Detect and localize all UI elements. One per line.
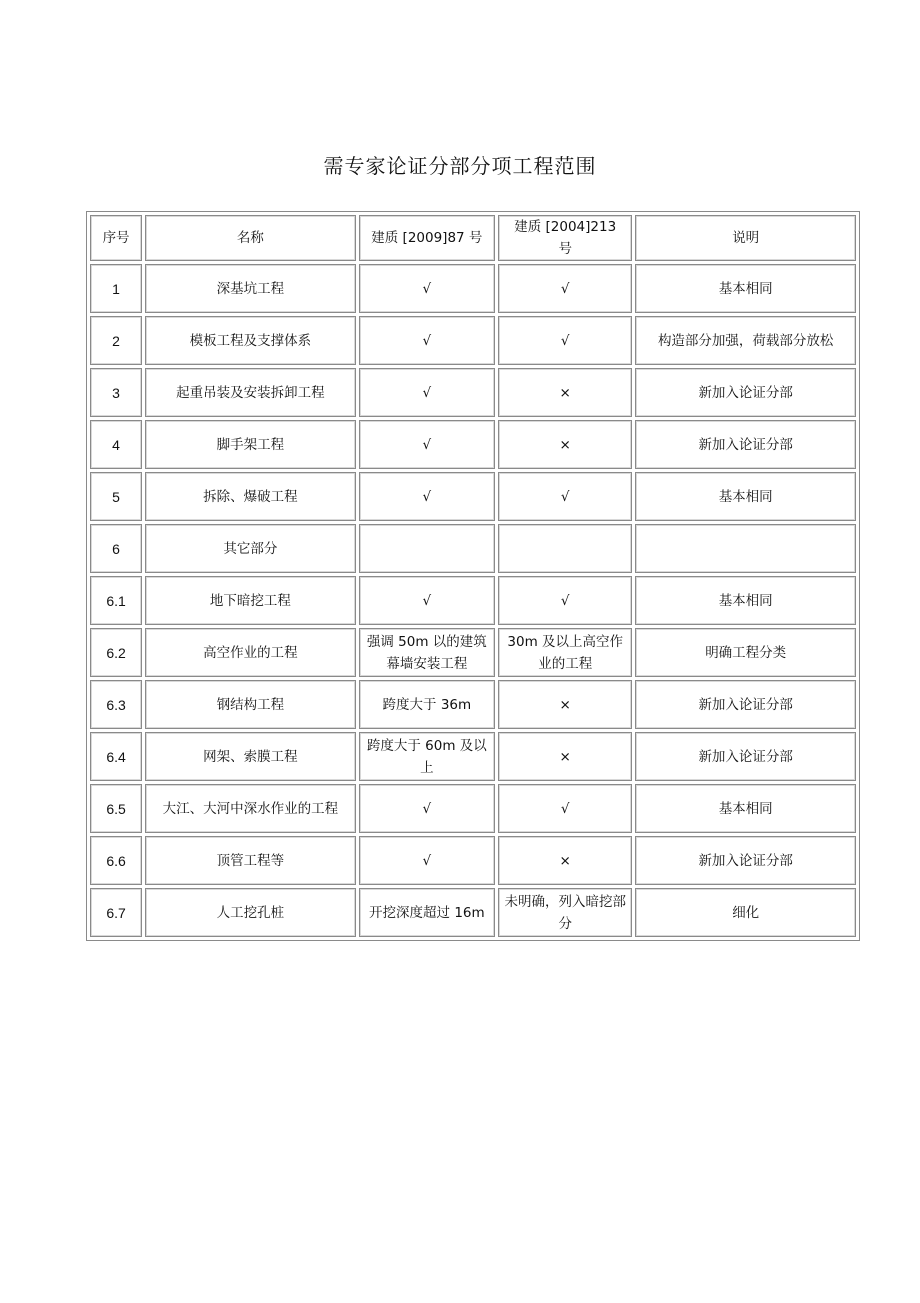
col2004-cell: √ (498, 576, 632, 625)
name-cell: 高空作业的工程 (145, 628, 356, 677)
table-row (90, 316, 856, 365)
seq-cell: 6.3 (90, 680, 142, 729)
col2009-cell: 跨度大于 60m 及以上 (359, 732, 495, 781)
seq-cell: 2 (90, 316, 142, 365)
col2004-cell: √ (498, 784, 632, 833)
col2009-cell: √ (359, 420, 495, 469)
seq-cell: 6.7 (90, 888, 142, 937)
col2004-cell: × (498, 836, 632, 885)
table-row (90, 472, 856, 521)
col2009-cell: √ (359, 784, 495, 833)
note-cell: 细化 (635, 888, 856, 937)
table-row (90, 784, 856, 833)
note-cell: 新加入论证分部 (635, 368, 856, 417)
name-cell: 大江、大河中深水作业的工程 (145, 784, 356, 833)
header-cell-name: 名称 (145, 215, 356, 261)
table-row (90, 888, 856, 937)
seq-cell: 6.4 (90, 732, 142, 781)
table-row (90, 628, 856, 677)
col2009-cell: 强调 50m 以的建筑幕墙安装工程 (359, 628, 495, 677)
name-cell: 模板工程及支撑体系 (145, 316, 356, 365)
header-cell-2009: 建质 [2009]87 号 (359, 215, 495, 261)
note-cell: 基本相同 (635, 472, 856, 521)
col2009-cell: 跨度大于 36m (359, 680, 495, 729)
note-cell: 新加入论证分部 (635, 680, 856, 729)
note-cell: 构造部分加强，荷载部分放松 (635, 316, 856, 365)
name-cell: 地下暗挖工程 (145, 576, 356, 625)
col2004-cell: × (498, 680, 632, 729)
table-row (90, 524, 856, 573)
col2004-cell: 未明确，列入暗挖部分 (498, 888, 632, 937)
col2004-cell: √ (498, 264, 632, 313)
seq-cell: 6.5 (90, 784, 142, 833)
col2004-cell: × (498, 420, 632, 469)
name-cell: 拆除、爆破工程 (145, 472, 356, 521)
name-cell: 深基坑工程 (145, 264, 356, 313)
col2004-cell: √ (498, 472, 632, 521)
table-row (90, 576, 856, 625)
page-title: 需专家论证分部分项工程范围 (323, 154, 597, 178)
name-cell: 钢结构工程 (145, 680, 356, 729)
col2009-cell: √ (359, 576, 495, 625)
table-row (90, 264, 856, 313)
col2004-cell (498, 524, 632, 573)
col2004-cell: × (498, 732, 632, 781)
note-cell: 基本相同 (635, 576, 856, 625)
header-row (90, 215, 856, 261)
name-cell: 人工挖孔桩 (145, 888, 356, 937)
seq-cell: 5 (90, 472, 142, 521)
name-cell: 其它部分 (145, 524, 356, 573)
col2009-cell: 开挖深度超过 16m (359, 888, 495, 937)
table-row (90, 680, 856, 729)
col2004-cell: × (498, 368, 632, 417)
header-cell-2004: 建质 [2004]213 号 (498, 215, 632, 261)
seq-cell: 6.2 (90, 628, 142, 677)
header-cell-seq: 序号 (90, 215, 142, 261)
table-row (90, 368, 856, 417)
seq-cell: 3 (90, 368, 142, 417)
note-cell: 基本相同 (635, 784, 856, 833)
seq-cell: 6.6 (90, 836, 142, 885)
note-cell: 新加入论证分部 (635, 836, 856, 885)
name-cell: 起重吊装及安装拆卸工程 (145, 368, 356, 417)
col2009-cell: √ (359, 316, 495, 365)
col2009-cell (359, 524, 495, 573)
col2004-cell: 30m 及以上高空作业的工程 (498, 628, 632, 677)
header-cell-note: 说明 (635, 215, 856, 261)
name-cell: 网架、索膜工程 (145, 732, 356, 781)
seq-cell: 6 (90, 524, 142, 573)
note-cell: 新加入论证分部 (635, 420, 856, 469)
note-cell: 明确工程分类 (635, 628, 856, 677)
scope-table (86, 211, 860, 941)
name-cell: 顶管工程等 (145, 836, 356, 885)
seq-cell: 1 (90, 264, 142, 313)
table-row (90, 732, 856, 781)
col2009-cell: √ (359, 472, 495, 521)
note-cell (635, 524, 856, 573)
table-row (90, 836, 856, 885)
col2004-cell: √ (498, 316, 632, 365)
col2009-cell: √ (359, 368, 495, 417)
seq-cell: 6.1 (90, 576, 142, 625)
note-cell: 新加入论证分部 (635, 732, 856, 781)
table-row (90, 420, 856, 469)
seq-cell: 4 (90, 420, 142, 469)
col2009-cell: √ (359, 836, 495, 885)
col2009-cell: √ (359, 264, 495, 313)
name-cell: 脚手架工程 (145, 420, 356, 469)
note-cell: 基本相同 (635, 264, 856, 313)
